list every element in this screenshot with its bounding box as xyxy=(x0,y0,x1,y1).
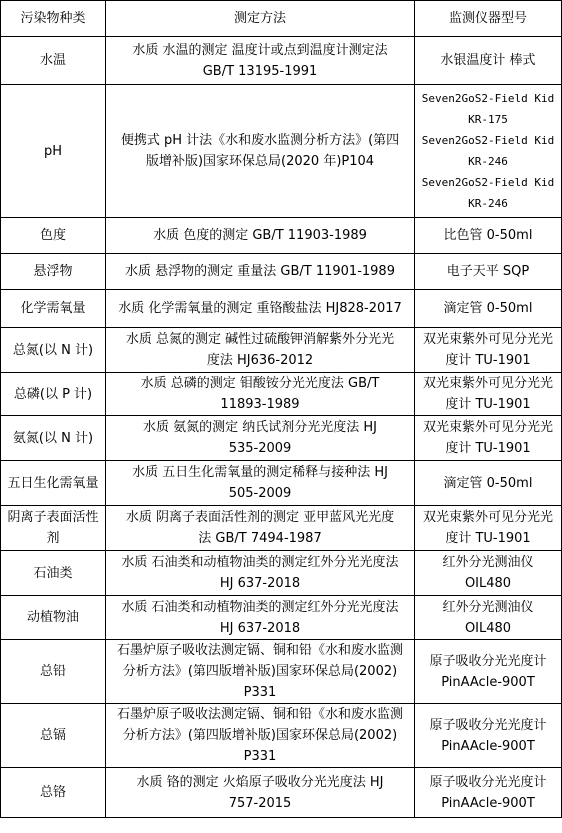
method-cell xyxy=(106,254,415,290)
method-line: 分析方法》(第四版增补版)国家环保总局(2002) xyxy=(122,728,398,743)
method-line: 水质 石油类和动植物油类的测定红外分光光度法 xyxy=(121,599,399,615)
pollutant-cell: 总镉 xyxy=(1,704,106,768)
method-line: 水质 阴离子表面活性剂的测定 亚甲蓝风光光度 xyxy=(125,510,395,525)
method-cell xyxy=(106,704,415,768)
instrument-line: 度计 TU-1901 xyxy=(445,397,531,412)
pollutant-cell: 动植物油 xyxy=(1,596,106,640)
method-line: 505-2009 xyxy=(228,486,292,501)
instrument-cell xyxy=(415,328,562,373)
instrument-cell xyxy=(415,640,562,704)
instrument-line: OIL480 xyxy=(464,576,512,591)
table-row xyxy=(1,551,562,596)
pollutant-cell: 总磷(以 P 计) xyxy=(1,373,106,416)
instrument-cell xyxy=(415,768,562,818)
method-line: GB/T 13195-1991 xyxy=(202,63,318,79)
instrument-line: 原子吸收分光光度计 xyxy=(429,653,547,669)
method-cell xyxy=(106,768,415,818)
method-cell xyxy=(106,218,415,254)
instrument-cell xyxy=(415,218,562,254)
instrument-line: 比色管 0-50ml xyxy=(443,228,533,243)
instrument-cell xyxy=(415,254,562,290)
pollutant-cell: 五日生化需氧量 xyxy=(1,461,106,506)
pollutant-cell: 水温 xyxy=(1,37,106,85)
pollutant-cell: 总铅 xyxy=(1,640,106,704)
method-line: P331 xyxy=(243,685,277,700)
instrument-line: Seven2GoS2-Field Kid xyxy=(421,92,555,105)
method-line: 11893-1989 xyxy=(220,397,300,412)
method-cell xyxy=(106,461,415,506)
method-line: 水质 水温的测定 温度计或点到温度计测定法 xyxy=(132,42,388,58)
pollutant-cell: 色度 xyxy=(1,218,106,254)
pollutant-cell: 化学需氧量 xyxy=(1,290,106,328)
instrument-line: PinAAcle-900T xyxy=(441,738,535,754)
pollutant-cell: 阴离子表面活性剂 xyxy=(1,506,106,551)
instrument-cell xyxy=(415,85,562,218)
method-line: HJ 637-2018 xyxy=(219,620,301,636)
pollutant-cell: 总氮(以 N 计) xyxy=(1,328,106,373)
method-line: 水质 悬浮物的测定 重量法 GB/T 11901-1989 xyxy=(125,264,395,279)
instrument-line: 度计 TU-1901 xyxy=(445,353,531,368)
method-cell xyxy=(106,640,415,704)
table-row xyxy=(1,506,562,551)
method-line: 水质 化学需氧量的测定 重铬酸盐法 HJ828-2017 xyxy=(118,301,402,316)
method-cell xyxy=(106,37,415,85)
method-cell xyxy=(106,85,415,218)
pollutant-cell: 悬浮物 xyxy=(1,254,106,290)
method-line: 水质 铬的测定 火焰原子吸收分光光度法 HJ xyxy=(136,774,384,790)
header-row xyxy=(1,1,562,37)
method-line: HJ 637-2018 xyxy=(219,576,301,591)
instrument-line: KR-175 xyxy=(468,113,508,126)
table-row xyxy=(1,640,562,704)
table-row xyxy=(1,85,562,218)
pollutant-cell: 石油类 xyxy=(1,551,106,596)
instrument-cell xyxy=(415,290,562,328)
instrument-cell xyxy=(415,416,562,461)
table-row xyxy=(1,461,562,506)
header-instrument: 监测仪器型号 xyxy=(415,1,562,37)
table-row xyxy=(1,768,562,818)
method-cell xyxy=(106,551,415,596)
table-row xyxy=(1,328,562,373)
method-line: 石墨炉原子吸收法测定镉、铜和铅《水和废水监测 xyxy=(116,707,403,722)
instrument-line: 电子天平 SQP xyxy=(446,264,530,279)
instrument-line: 红外分光测油仪 xyxy=(442,599,534,615)
instrument-line: Seven2GoS2-Field Kid xyxy=(421,134,555,147)
instrument-line: 双光束紫外可见分光光 xyxy=(422,420,553,435)
instrument-cell xyxy=(415,704,562,768)
instrument-line: 滴定管 0-50ml xyxy=(443,475,533,491)
table-row xyxy=(1,704,562,768)
method-line: 水质 色度的测定 GB/T 11903-1989 xyxy=(153,228,367,243)
method-line: 分析方法》(第四版增补版)国家环保总局(2002) xyxy=(122,664,398,679)
instrument-line: 双光束紫外可见分光光 xyxy=(422,510,553,525)
method-cell xyxy=(106,416,415,461)
instrument-line: PinAAcle-900T xyxy=(441,795,535,811)
method-cell xyxy=(106,506,415,551)
instrument-cell xyxy=(415,506,562,551)
method-line: 版增补版)国家环保总局(2020 年)P104 xyxy=(145,154,375,169)
table-row xyxy=(1,218,562,254)
instrument-cell xyxy=(415,551,562,596)
method-cell xyxy=(106,596,415,640)
method-line: 水质 总磷的测定 钼酸铵分光光度法 GB/T xyxy=(140,376,380,391)
pollutant-cell: 氨氮(以 N 计) xyxy=(1,416,106,461)
table-row xyxy=(1,37,562,85)
method-line: 水质 五日生化需氧量的测定稀释与接种法 HJ xyxy=(132,465,388,480)
instrument-cell xyxy=(415,596,562,640)
instrument-cell xyxy=(415,373,562,416)
method-cell xyxy=(106,328,415,373)
pollutant-cell: pH xyxy=(1,85,106,218)
method-cell xyxy=(106,290,415,328)
instrument-line: KR-246 xyxy=(468,155,508,168)
method-line: 水质 总氮的测定 碱性过硫酸钾消解紫外分光光 xyxy=(125,332,395,347)
table-row xyxy=(1,290,562,328)
instrument-line: 滴定管 0-50ml xyxy=(443,301,533,316)
instrument-line: PinAAcle-900T xyxy=(441,674,535,690)
instrument-line: OIL480 xyxy=(464,620,512,636)
method-line: 石墨炉原子吸收法测定镉、铜和铅《水和废水监测 xyxy=(116,643,403,658)
instrument-line: KR-246 xyxy=(468,197,508,210)
header-method: 测定方法 xyxy=(106,1,415,37)
instrument-line: 度计 TU-1901 xyxy=(445,531,531,546)
table-row xyxy=(1,373,562,416)
table-row xyxy=(1,416,562,461)
instrument-line: 水银温度计 棒式 xyxy=(440,53,536,68)
instrument-line: 双光束紫外可见分光光 xyxy=(422,332,553,347)
instrument-line: 度计 TU-1901 xyxy=(445,441,531,456)
header-pollutant: 污染物种类 xyxy=(1,1,106,37)
instrument-line: 原子吸收分光光度计 xyxy=(429,717,547,733)
instrument-cell xyxy=(415,461,562,506)
instrument-cell xyxy=(415,37,562,85)
method-line: P331 xyxy=(243,749,277,764)
instrument-line: 红外分光测油仪 xyxy=(442,555,534,570)
instrument-line: Seven2GoS2-Field Kid xyxy=(421,176,555,189)
instrument-line: 原子吸收分光光度计 xyxy=(429,774,547,790)
method-line: 度法 HJ636-2012 xyxy=(206,353,314,368)
method-line: 535-2009 xyxy=(228,441,292,456)
method-line: 水质 石油类和动植物油类的测定红外分光光度法 xyxy=(121,555,399,570)
method-cell xyxy=(106,373,415,416)
table-row xyxy=(1,596,562,640)
method-line: 便携式 pH 计法《水和废水监测分析方法》(第四 xyxy=(120,133,400,148)
method-line: 法 GB/T 7494-1987 xyxy=(198,531,322,546)
method-line: 水质 氨氮的测定 纳氏试剂分光光度法 HJ xyxy=(142,420,377,435)
table-row xyxy=(1,254,562,290)
pollutant-cell: 总铬 xyxy=(1,768,106,818)
instrument-line: 双光束紫外可见分光光 xyxy=(422,376,553,391)
method-line: 757-2015 xyxy=(228,795,292,811)
